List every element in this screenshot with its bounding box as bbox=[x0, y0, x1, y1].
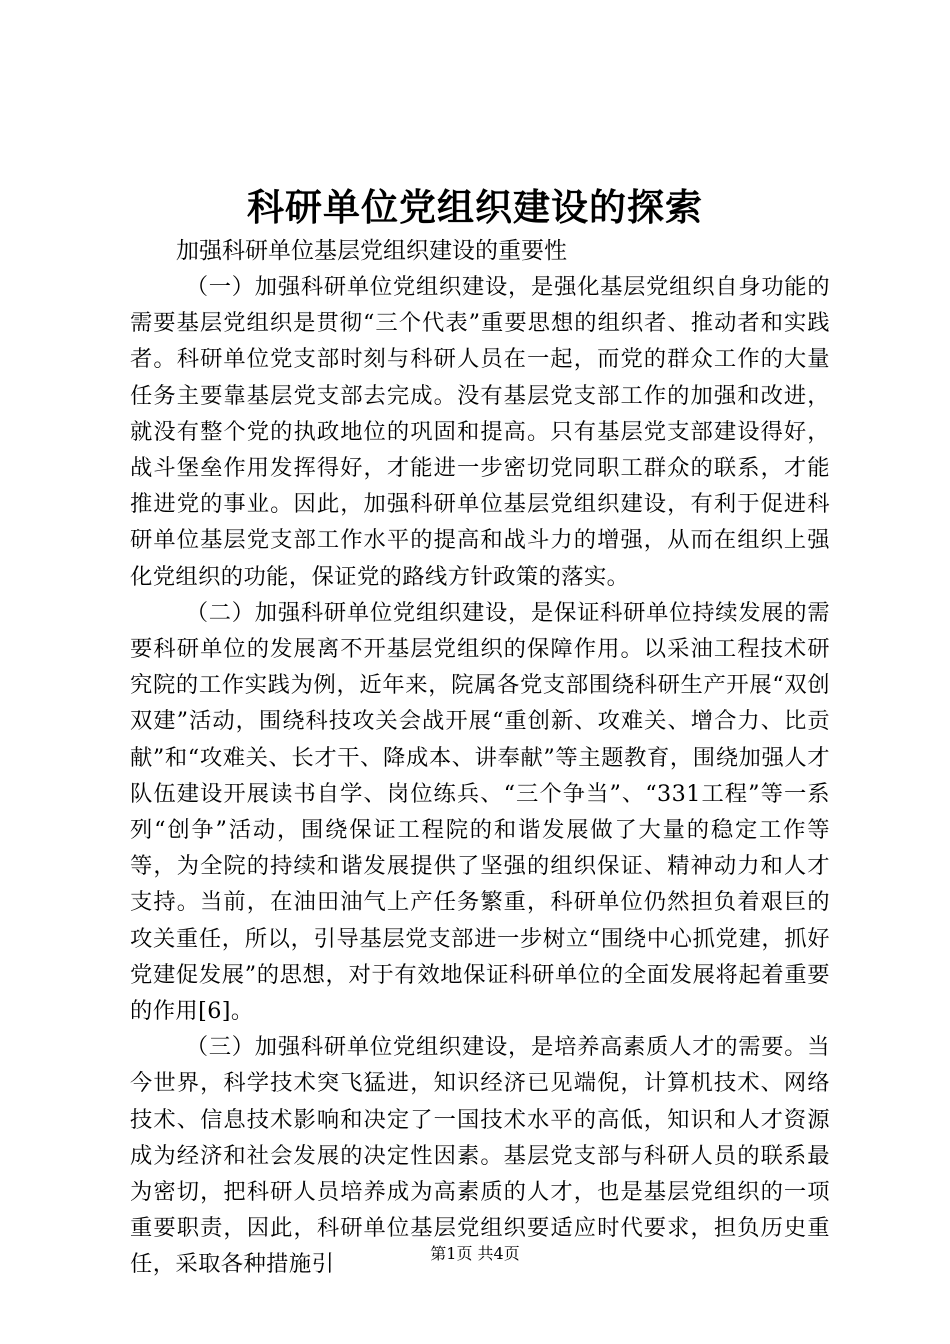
paragraph-3: （三）加强科研单位党组织建设，是培养高素质人才的需要。当今世界，科学技术突飞猛进，知识经济已见端倪，计算机技术、网络技术、信息技术影响和决定了一国技术水平的高低，知识和人才资源成为经济和社会发展的决定性因素。基层党支部与科研人员的联系最为密切，把科研人员培养成为高素质的人才，也是基层党组织的一项重要职责，因此，科研单位基层党组织要适应时代要求，担负历史重任，采取各种措施引 bbox=[130, 1034, 830, 1278]
document-title: 科研单位党组织建设的探索 bbox=[247, 185, 703, 229]
section-heading: 加强科研单位基层党组织建设的重要性 bbox=[176, 238, 567, 264]
document-body bbox=[130, 233, 830, 1283]
paragraph-1: （一）加强科研单位党组织建设，是强化基层党组织自身功能的需要基层党组织是贯彻“三个代表”重要思想的组织者、推动者和实践者。科研单位党支部时刻与科研人员在一起，而党的群众工作的大量任务主要靠基层党支部去完成。没有基层党支部工作的加强和改进，就没有整个党的执政地位的巩固和提高。只有基层党支部建设得好，战斗堡垒作用发挥得好，才能进一步密切党同职工群众的联系，才能推进党的事业。因此，加强科研单位基层党组织建设，有利于促进科研单位基层党支部工作水平的提高和战斗力的增强，从而在组织上强化党组织的功能，保证党的路线方针政策的落实。 bbox=[130, 274, 830, 590]
paragraph-2: （二）加强科研单位党组织建设，是保证科研单位持续发展的需要科研单位的发展离不开基层党组织的保障作用。以采油工程技术研究院的工作实践为例，近年来，院属各党支部围绕科研生产开展“双创双建”活动，围绕科技攻关会战开展“重创新、攻难关、增合力、比贡献”和“攻难关、长才干、降成本、讲奉献”等主题教育，围绕加强人才队伍建设开展读书自学、岗位练兵、“三个争当”、“331工程”等一系列“创争”活动，围绕保证工程院的和谐发展做了大量的稳定工作等等，为全院的持续和谐发展提供了坚强的组织保证、精神动力和人才支持。当前，在油田油气上产任务繁重，科研单位仍然担负着艰巨的攻关重任，所以，引导基层党支部进一步树立“围绕中心抓党建，抓好党建促发展”的思想，对于有效地保证科研单位的全面发展将起着重要的作用[6]。 bbox=[130, 599, 830, 1025]
page-footer: 第1页 共4页 bbox=[430, 1244, 520, 1263]
